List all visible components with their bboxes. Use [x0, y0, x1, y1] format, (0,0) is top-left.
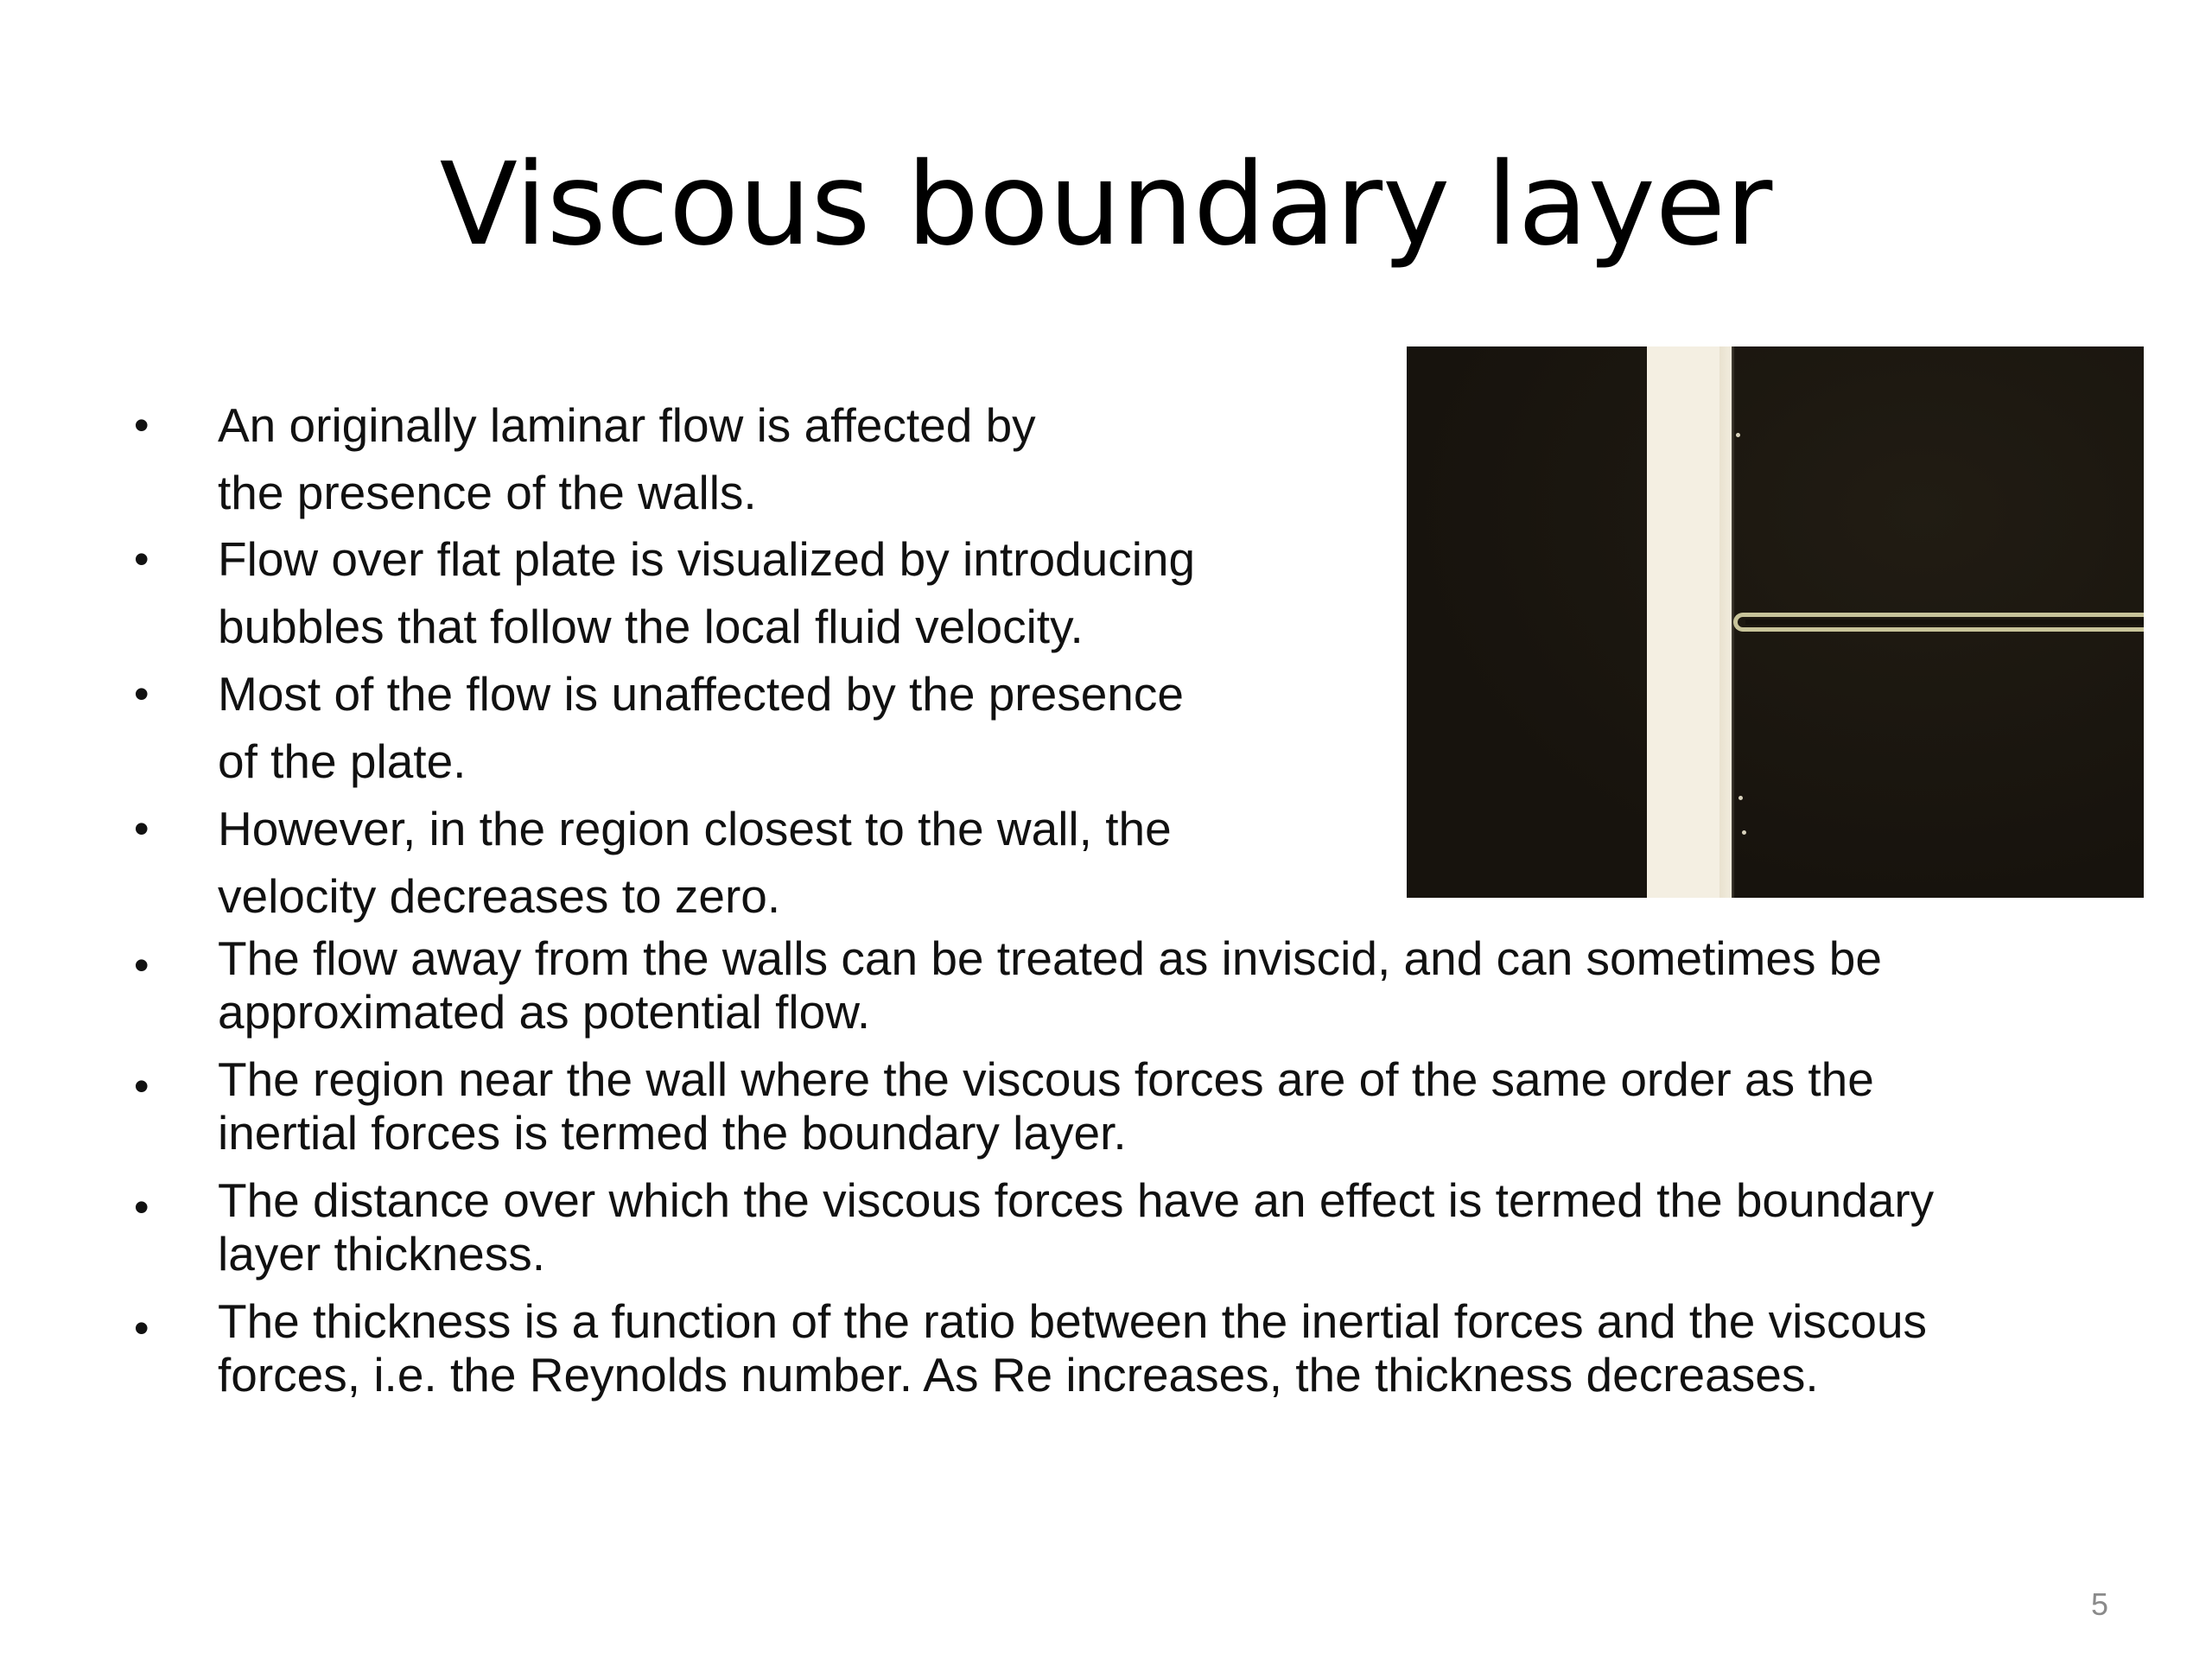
bullet-line: An originally laminar flow is affected by: [218, 398, 1036, 452]
bubble-speck: [1736, 433, 1740, 437]
bullet-glyph: •: [134, 1062, 149, 1110]
bullet-text-1: [218, 391, 1036, 526]
bullet-line: bubbles that follow the local fluid velocity.: [218, 600, 1084, 653]
bullet-glyph: •: [134, 1304, 149, 1352]
slide-title: Viscous boundary layer: [439, 138, 1773, 271]
bullet-text-2: [218, 525, 1195, 660]
bullet-line: velocity decreases to zero.: [218, 869, 781, 923]
page-number: 5: [2090, 1586, 2109, 1622]
bubble-speck: [1738, 796, 1743, 800]
flow-visualization-photo: [1407, 346, 2144, 898]
bullet-text-5: [218, 931, 1882, 1039]
bullet-glyph: •: [134, 941, 149, 989]
bullet-line: Flow over flat plate is visualized by introducing: [218, 532, 1196, 586]
bullet-line: Most of the flow is unaffected by the presence: [218, 667, 1184, 721]
bullet-line: However, in the region closest to the wall, the: [218, 802, 1172, 855]
bullet-glyph: •: [134, 535, 149, 583]
bullet-line: The flow away from the walls can be treated as inviscid, and can sometimes be: [218, 931, 1882, 985]
bullet-line: The thickness is a function of the ratio between the inertial forces and the viscous: [218, 1294, 1928, 1348]
bullet-line: inertial forces is termed the boundary layer.: [218, 1106, 1127, 1160]
bullet-text-4: [218, 795, 1172, 930]
bullet-line: The distance over which the viscous forces have an effect is termed the boundary: [218, 1173, 1935, 1227]
bullet-line: The region near the wall where the viscous forces are of the same order as the: [218, 1052, 1874, 1106]
bullet-glyph: •: [134, 1183, 149, 1231]
bullet-glyph: •: [134, 401, 149, 449]
bullet-text-3: [218, 660, 1184, 795]
bullet-line: approximated as potential flow.: [218, 985, 871, 1039]
bullet-text-6: [218, 1052, 1874, 1160]
flat-plate-core: [1745, 620, 2144, 625]
bullet-line: of the plate.: [218, 734, 467, 788]
bullet-line: layer thickness.: [218, 1227, 546, 1281]
bullet-glyph: •: [134, 804, 149, 853]
bullet-line: forces, i.e. the Reynolds number. As Re increases, the thickness decreases.: [218, 1348, 1819, 1402]
bullet-text-7: [218, 1173, 1934, 1281]
bullet-text-8: [218, 1294, 1927, 1402]
bubble-speck: [1742, 830, 1746, 835]
bullet-glyph: •: [134, 670, 149, 718]
bullet-line: the presence of the walls.: [218, 466, 757, 519]
